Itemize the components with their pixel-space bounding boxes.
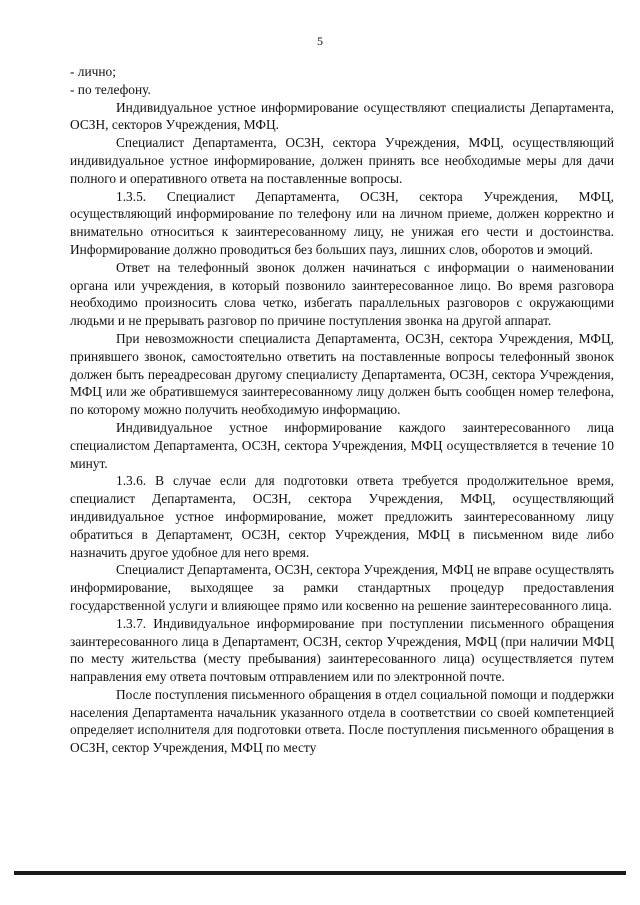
paragraph-not-entitled: Специалист Департамента, ОСЗН, сектора Учреждения, МФЦ не вправе осуществлять информирование, выходящее за рамки стандартных процедур предоставления государственной услуги и влияющее прямо или косвенно на решение заинтересованного лица.	[70, 562, 614, 613]
paragraph-individual-informing: Индивидуальное устное информирование осуществляют специалисты Департамента, ОСЗН, секторов Учреждения, МФЦ.	[70, 99, 614, 133]
paragraph-1-3-6: 1.3.6. В случае если для подготовки ответа требуется продолжительное время, специалист Департамента, ОСЗН, сектора Учреждения, МФЦ, осуществляющий индивидуальное устное информирование, может предложить заинтересованному лицу обратиться в Департамент, ОСЗН, сектор Учреждения, МФЦ в письменном виде либо назначить другое удобное для него время.	[70, 473, 614, 560]
paragraph-written-request: После поступления письменного обращения в отдел социальной помощи и поддержки населения Департамента начальник указанного отдела в соответствии со своей компетенцией определяет исполнителя для подготовки ответа. После поступления письменного обращения в ОСЗН, сектор Учреждения, МФЦ по месту	[70, 686, 614, 756]
paragraph-specialist-duties: Специалист Департамента, ОСЗН, сектора Учреждения, МФЦ, осуществляющий индивидуальное устное информирование, должен принять все необходимые меры для дачи полного и оперативного ответа на поставленные вопросы.	[70, 135, 614, 186]
paragraph-phone-answer: Ответ на телефонный звонок должен начинаться с информации о наименовании органа или учреждения, в который позвонило заинтересованное лицо. Во время разговора необходимо произносить слова четко, избегать параллельных разговоров с окружающими людьми и не прерывать разговор по причине поступления звонка на другой аппарат.	[70, 259, 614, 329]
paragraph-1-3-7: 1.3.7. Индивидуальное информирование при поступлении письменного обращения заинтересованного лица в Департамент, ОСЗН, сектор Учреждения, МФЦ (при наличии МФЦ по месту жительства (месту пребывания) заинтересованного лица) осуществляется путем направления ему ответа почтовым отправлением или по электронной почте.	[70, 615, 614, 685]
list-item-by-phone: - по телефону.	[70, 81, 151, 97]
document-body	[70, 63, 614, 757]
list-item-in-person: - лично;	[70, 64, 116, 79]
bottom-divider	[14, 871, 626, 875]
page-number: 5	[317, 34, 323, 48]
paragraph-call-redirect: При невозможности специалиста Департамента, ОСЗН, сектора Учреждения, МФЦ, принявшего звонок, самостоятельно ответить на поставленные вопросы телефонный звонок должен быть переадресован другому специалисту Департамента, ОСЗН, сектора Учреждения, МФЦ или же обратившемуся заинтересованному лицу должен быть сообщен номер телефона, по которому можно получить необходимую информацию.	[70, 330, 614, 418]
paragraph-1-3-5: 1.3.5. Специалист Департамента, ОСЗН, сектора Учреждения, МФЦ, осуществляющий информирование по телефону или на личном приеме, должен корректно и внимательно относиться к заинтересованному лицу, не унижая его чести и достоинства. Информирование должно проводиться без больших пауз, лишних слов, оборотов и эмоций.	[70, 188, 614, 257]
paragraph-ten-minutes: Индивидуальное устное информирование каждого заинтересованного лица специалистом Департамента, ОСЗН, сектора Учреждения, МФЦ осуществляется в течение 10 минут.	[70, 419, 614, 471]
